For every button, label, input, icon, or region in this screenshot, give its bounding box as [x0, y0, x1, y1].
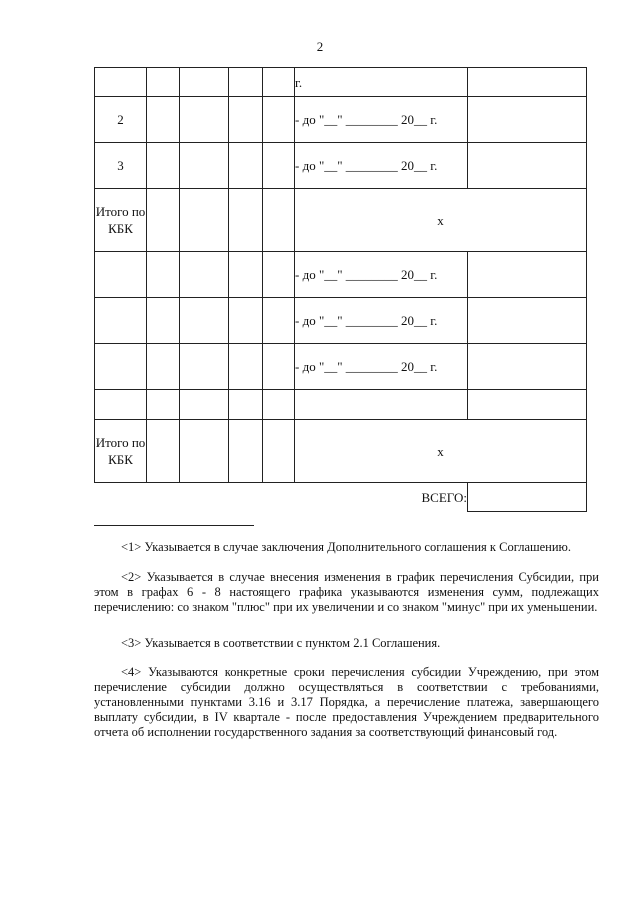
subtotal-x-cell: x — [295, 189, 587, 252]
period-cell — [295, 390, 468, 420]
table-row-grand-total — [95, 483, 587, 512]
grand-total-value-cell — [468, 483, 587, 512]
table-row — [95, 68, 587, 97]
row-number-cell — [95, 344, 147, 390]
footnote-1: <1> Указывается в случае заключения Дополнительного соглашения к Соглашению. — [121, 540, 572, 554]
period-cell: г. — [295, 68, 468, 97]
subtotal-label-cell: Итого по КБК — [95, 420, 147, 483]
table-row — [95, 390, 587, 420]
table-row — [95, 252, 587, 298]
grand-total-label: ВСЕГО: — [421, 489, 467, 505]
table-row-subtotal — [95, 189, 587, 252]
row-number-cell — [95, 252, 147, 298]
row-number-cell: 3 — [95, 143, 147, 189]
period-cell: - до "__" ________ 20__ г. — [295, 143, 468, 189]
period-cell: - до "__" ________ 20__ г. — [295, 252, 468, 298]
subsidy-schedule-table — [94, 67, 587, 512]
footnote-3: <3> Указывается в соответствии с пунктом 2.1 Соглашения. — [121, 636, 441, 650]
table-row — [95, 97, 587, 143]
row-number-cell — [95, 390, 147, 420]
period-cell: - до "__" ________ 20__ г. — [295, 298, 468, 344]
subtotal-label-cell: Итого по КБК — [95, 189, 147, 252]
subtotal-x-cell: x — [295, 420, 587, 483]
row-number-cell — [95, 298, 147, 344]
page-number: 2 — [316, 39, 324, 54]
footnote-separator — [94, 525, 254, 526]
period-cell: - до "__" ________ 20__ г. — [295, 97, 468, 143]
table-row — [95, 298, 587, 344]
footnote-4: <4> Указываются конкретные сроки перечисления субсидии Учреждению, при этом перечисление субсидии должно осуществляться в соответствии с требованиями, установленными пунктами 3.16 и 3.17 Порядка, а перечисление платежа, завершающего выплату субсидии, в IV квартале - после предоставления Учреждением предварительного отчета об исполнении государственного задания за соответствующий финансовый год. — [94, 665, 599, 739]
row-number-cell — [95, 68, 147, 97]
row-number-cell: 2 — [95, 97, 147, 143]
table-row — [95, 143, 587, 189]
table-row — [95, 344, 587, 390]
table-row-subtotal — [95, 420, 587, 483]
period-cell: - до "__" ________ 20__ г. — [295, 344, 468, 390]
footnote-2: <2> Указывается в случае внесения изменения в график перечисления Субсидии, при этом в графах 6 - 8 настоящего графика указываются изменения сумм, подлежащих перечислению: со знаком "плюс" при их увеличении и со знаком "минус" при их уменьшении. — [94, 570, 599, 614]
